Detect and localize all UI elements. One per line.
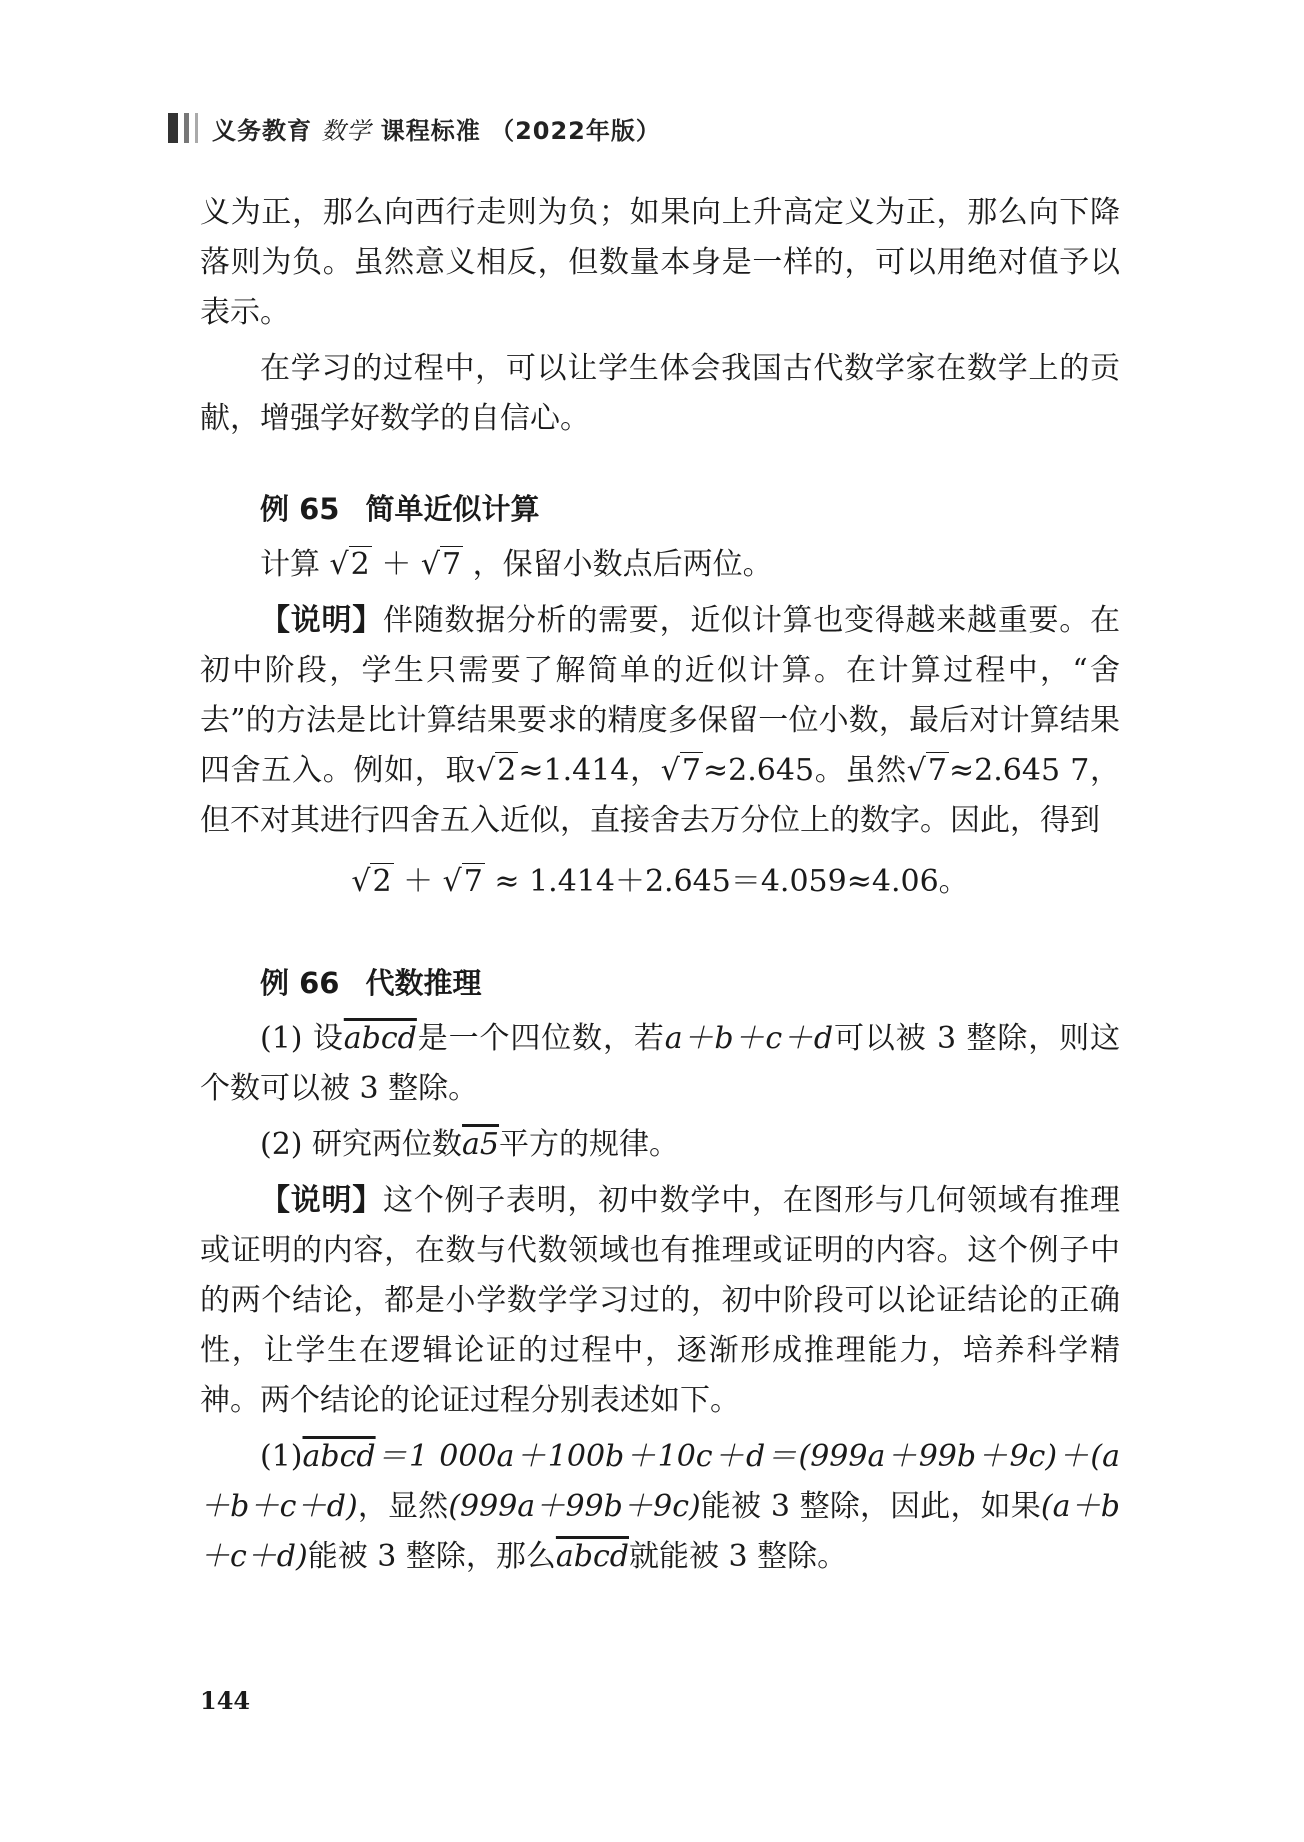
example-66-question-1: (1) 设abcd是一个四位数，若a＋b＋c＋d可以被 3 整除，则这个数可以被 3 整除。: [200, 1021, 1120, 1106]
example-66-proof-1: (1)abcd＝1 000a＋100b＋10c＋d＝(999a＋99b＋9c)＋(a＋b＋c＋d)，显然(999a＋99b＋9c)能被 3 整除，因此，如果(a＋b＋c＋d)能被 3 整除，那么abcd就能被 3 整除。: [200, 1439, 1121, 1574]
example-65-note: 【说明】伴随数据分析的需要，近似计算也变得越来越重要。在初中阶段，学生只需要了解简单的近似计算。在计算过程中，“舍去”的方法是比计算结果要求的精度多保留一位小数，最后对计算结果四舍五入。例如，取√2≈1.414，√7≈2.645。虽然√7≈2.645 7，但不对其进行四舍五入近似，直接舍去万分位上的数字。因此，得到: [200, 603, 1121, 838]
header-title: 义务教育 数学 课程标准 （2022年版）: [212, 116, 661, 145]
example-66-note: 【说明】这个例子表明，初中数学中，在图形与几何领域有推理或证明的内容，在数与代数领域也有推理或证明的内容。这个例子中的两个结论，都是小学数学学习过的，初中阶段可以论证结论的正确性，让学生在逻辑论证的过程中，逐渐形成推理能力，培养科学精神。两个结论的论证过程分别表述如下。: [200, 1183, 1121, 1418]
example-66-question-2: (2) 研究两位数a5平方的规律。: [260, 1127, 680, 1162]
intro-paragraph-2: 在学习的过程中，可以让学生体会我国古代数学家在数学上的贡献，增强学好数学的自信心。: [200, 351, 1120, 436]
page-body: [200, 188, 1120, 1582]
example-65-result-equation: √2 ＋ √7 ≈ 1.414＋2.645＝4.059≈4.06。: [351, 864, 969, 899]
example-65-heading: 例 65 简单近似计算: [260, 492, 540, 526]
intro-paragraph-1: 义为正，那么向西行走则为负；如果向上升高定义为正，那么向下降落则为负。虽然意义相反，但数量本身是一样的，可以用绝对值予以表示。: [200, 195, 1120, 330]
example-66-heading: 例 66 代数推理: [260, 966, 482, 1000]
example-65-task: 计算 √2 ＋ √7 ，保留小数点后两位。: [260, 547, 773, 582]
page-number: 144: [200, 1686, 251, 1715]
running-header: [168, 108, 661, 148]
header-bars-decoration: [168, 113, 198, 143]
